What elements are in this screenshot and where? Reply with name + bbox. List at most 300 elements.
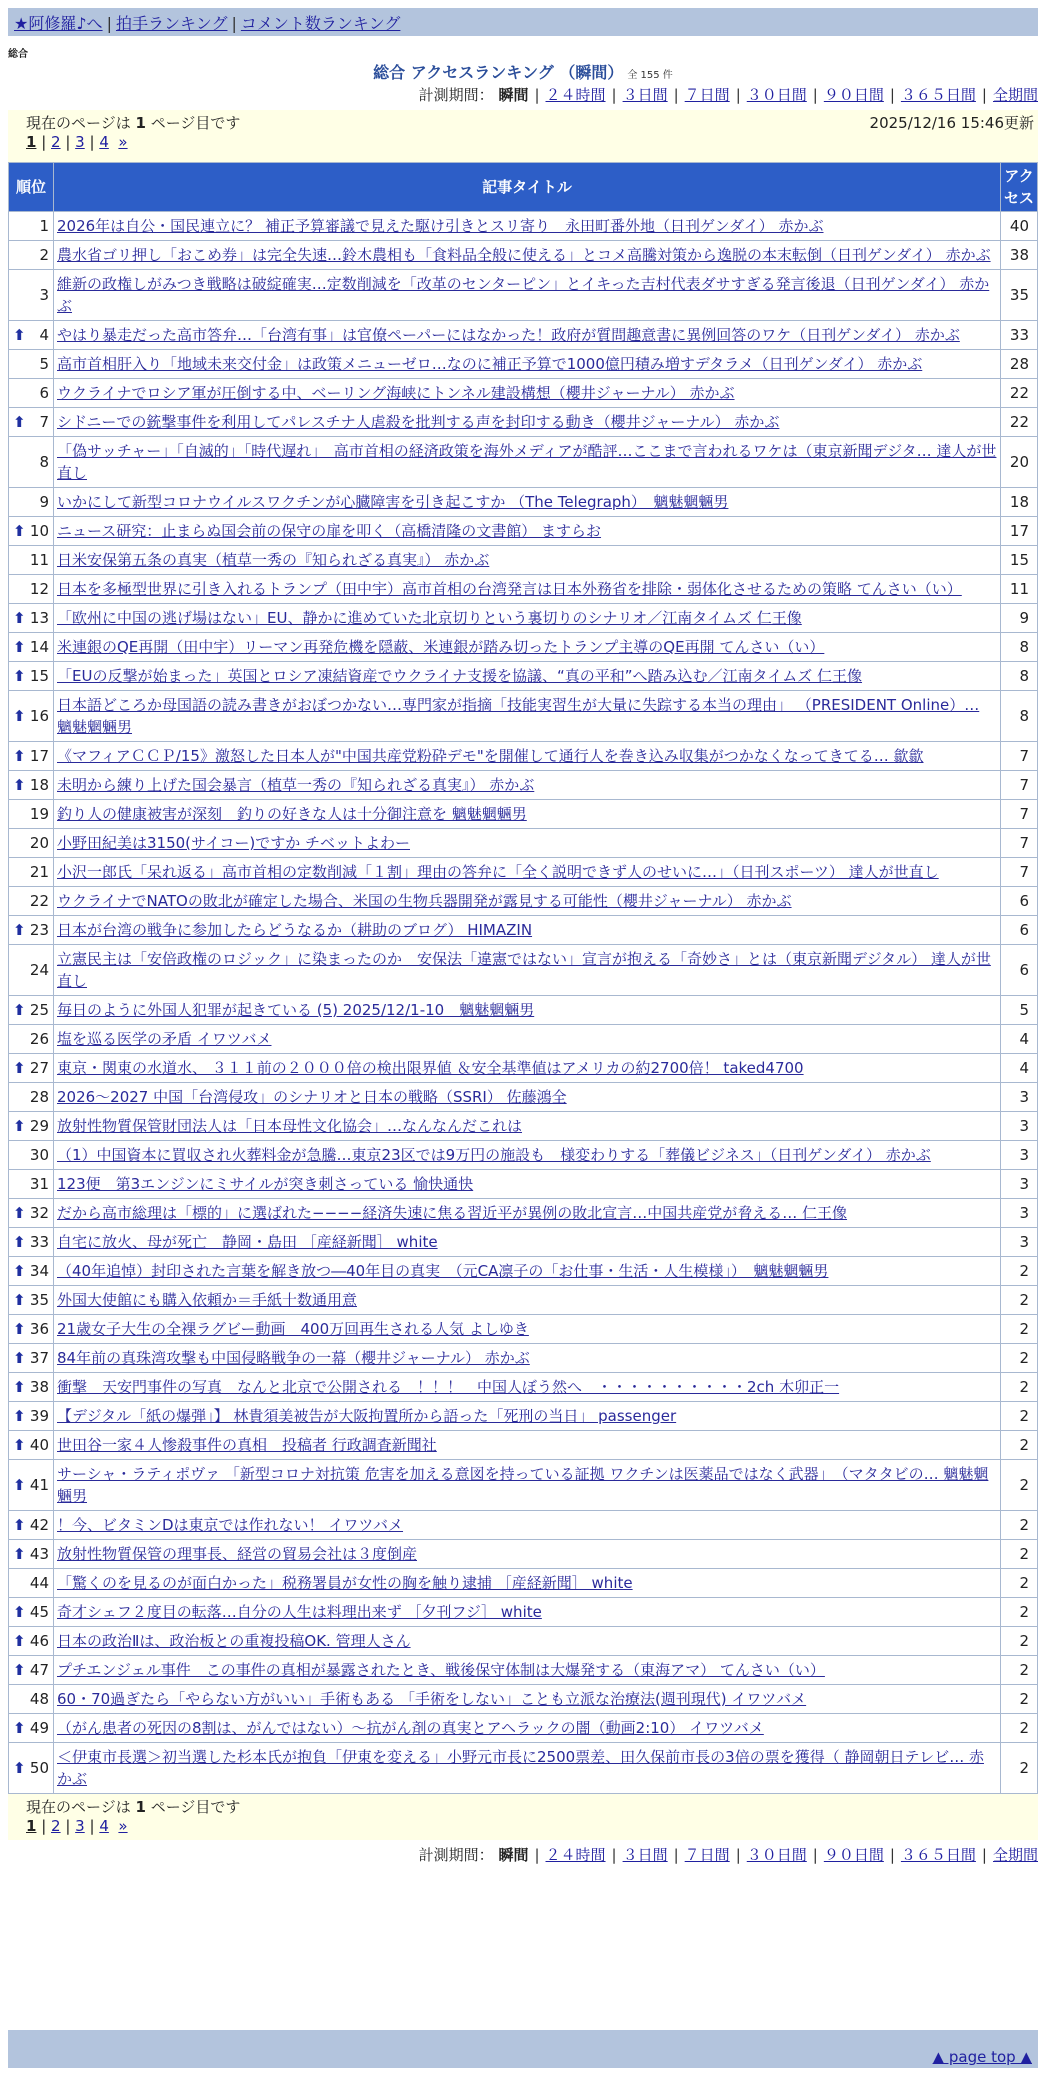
title-cell xyxy=(54,1286,1001,1315)
table-row xyxy=(9,575,1038,604)
access-count: 33 xyxy=(1001,321,1038,350)
pager-top: 1 | 2 | 3 | 4 » xyxy=(26,133,128,151)
article-title-link[interactable]: 「驚くのを見るのが面白かった」税務署員が女性の胸を触り逮捕 ［産経新聞］ white xyxy=(57,1574,633,1592)
article-title-link[interactable]: 小沢一郎氏「呆れ返る」高市首相の定数削減「１割」理由の答弁に「全く説明できず人のせいに…」（日刊スポーツ） 達人が世直し xyxy=(57,863,939,881)
rank-number: 49 xyxy=(29,1719,49,1737)
rank-up-arrow-icon: ⬆ xyxy=(13,1516,26,1534)
table-row xyxy=(9,1743,1038,1794)
access-count: 6 xyxy=(1001,887,1038,916)
rank-up-arrow-icon: ⬆ xyxy=(13,413,26,431)
title-cell xyxy=(54,1257,1001,1286)
period-link-365d[interactable]: ３６５日間 xyxy=(900,1846,976,1864)
access-count: 2 xyxy=(1001,1540,1038,1569)
rank-number: 17 xyxy=(29,747,49,765)
table-row xyxy=(9,1540,1038,1569)
article-title-link[interactable]: ＜伊東市長選＞初当選した杉本氏が抱負「伊東を変える」小野元市長に2500票差、田久保前市長の3倍の票を獲得（ 静岡朝日テレビ… 赤かぶ xyxy=(57,1748,984,1788)
access-count: 7 xyxy=(1001,858,1038,887)
pager-page-4[interactable]: 4 xyxy=(99,1817,109,1835)
table-row xyxy=(9,1054,1038,1083)
rank-up-arrow-icon: ⬆ xyxy=(13,1378,26,1396)
article-title-link[interactable]: （1）中国資本に買収され火葬料金が急騰…東京23区では9万円の施設も 様変わりする「葬儀ビジネス」（日刊ゲンダイ） 赤かぶ xyxy=(57,1146,931,1164)
article-title-link[interactable]: 2026年は自公・国民連立に？ 補正予算審議で見えた駆け引きとスリ寄り 永田町番外地（日刊ゲンダイ） 赤かぶ xyxy=(57,217,824,235)
article-title-link[interactable]: 外国大使館にも購入依頼か＝手紙十数通用意 xyxy=(57,1291,358,1309)
page-info-top xyxy=(8,110,1038,162)
table-row xyxy=(9,691,1038,742)
top-nav xyxy=(8,8,1038,36)
table-row xyxy=(9,742,1038,771)
period-link-3d[interactable]: ３日間 xyxy=(622,1846,668,1864)
rank-number: 34 xyxy=(29,1262,49,1280)
rank-up-arrow-icon: ⬆ xyxy=(13,1545,26,1563)
rank-up-arrow-icon: ⬆ xyxy=(13,1719,26,1737)
table-row xyxy=(9,996,1038,1025)
access-count: 3 xyxy=(1001,1083,1038,1112)
page-status: 現在のページは 1 ページ目です xyxy=(26,1798,241,1816)
rank-number: 38 xyxy=(29,1378,49,1396)
article-title-link[interactable]: いかにして新型コロナウイルスワクチンが心臓障害を引き起こすか （The Telegraph） 魑魅魍魎男 xyxy=(57,493,729,511)
article-title-link[interactable]: 東京・関東の水道水、 ３１１前の２０００倍の検出限界値 ＆安全基準値はアメリカの約2700倍！ taked4700 xyxy=(57,1059,804,1077)
title-cell xyxy=(54,1228,1001,1257)
table-row xyxy=(9,350,1038,379)
rank-number: 46 xyxy=(29,1632,49,1650)
article-title-link[interactable]: 21歳女子大生の全裸ラグビー動画 400万回再生される人気 よしゆき xyxy=(57,1320,529,1338)
title-cell xyxy=(54,1315,1001,1344)
period-link-365d[interactable]: ３６５日間 xyxy=(900,86,976,104)
title-cell xyxy=(54,350,1001,379)
page-title xyxy=(0,60,1046,83)
table-row xyxy=(9,1714,1038,1743)
page-top-link[interactable]: ▲ page top ▲ xyxy=(932,2048,1032,2066)
rank-number: 43 xyxy=(29,1545,49,1563)
rank-up-arrow-icon: ⬆ xyxy=(13,1603,26,1621)
table-row xyxy=(9,829,1038,858)
rank-cell xyxy=(9,996,54,1025)
rank-number: 27 xyxy=(29,1059,49,1077)
rank-number: 13 xyxy=(29,609,49,627)
article-title-link[interactable]: 日本が台湾の戦争に参加したらどうなるか（耕助のブログ） HIMAZIN xyxy=(57,921,533,939)
article-title-link[interactable]: 釣り人の健康被害が深刻 釣りの好きな人は十分御注意を 魑魅魍魎男 xyxy=(57,805,527,823)
access-count: 2 xyxy=(1001,1714,1038,1743)
period-link-3d[interactable]: ３日間 xyxy=(622,86,668,104)
rank-number: 6 xyxy=(39,384,49,402)
title-cell xyxy=(54,887,1001,916)
access-count: 3 xyxy=(1001,1228,1038,1257)
rank-up-arrow-icon: ⬆ xyxy=(13,921,26,939)
article-title-link[interactable]: （がん患者の死因の8割は、がんではない）〜抗がん剤の真実とアヘラックの闇（動画2:10） イワツバメ xyxy=(57,1719,764,1737)
rank-up-arrow-icon: ⬆ xyxy=(13,1059,26,1077)
access-count: 8 xyxy=(1001,662,1038,691)
total-count: 全 155 件 xyxy=(627,70,673,81)
rank-number: 39 xyxy=(29,1407,49,1425)
table-row xyxy=(9,1112,1038,1141)
article-title-link[interactable]: 2026～2027 中国「台湾侵攻」のシナリオと日本の戦略（SSRI） 佐藤鴻全 xyxy=(57,1088,567,1106)
access-count: 2 xyxy=(1001,1656,1038,1685)
rank-number: 25 xyxy=(29,1001,49,1019)
rank-cell xyxy=(9,1656,54,1685)
rank-number: 28 xyxy=(29,1088,49,1106)
article-title-link[interactable]: 世田谷一家４人惨殺事件の真相 投稿者 行政調査新聞社 xyxy=(57,1436,437,1454)
rank-cell xyxy=(9,1714,54,1743)
article-title-link[interactable]: 未明から練り上げた国会暴言（植草一秀の『知られざる真実』） 赤かぶ xyxy=(57,776,535,794)
table-row xyxy=(9,633,1038,662)
table-row xyxy=(9,1685,1038,1714)
rank-number: 26 xyxy=(29,1030,49,1048)
rank-cell xyxy=(9,1569,54,1598)
title-cell xyxy=(54,1714,1001,1743)
rank-up-arrow-icon: ⬆ xyxy=(13,1320,26,1338)
title-cell xyxy=(54,1598,1001,1627)
header-title: 記事タイトル xyxy=(54,163,1001,212)
table-row xyxy=(9,517,1038,546)
rank-cell xyxy=(9,887,54,916)
access-count: 4 xyxy=(1001,1054,1038,1083)
rank-cell xyxy=(9,1257,54,1286)
title-cell xyxy=(54,662,1001,691)
title-cell xyxy=(54,996,1001,1025)
rank-number: 3 xyxy=(39,286,49,304)
rank-number: 2 xyxy=(39,246,49,264)
table-row xyxy=(9,1431,1038,1460)
article-title-link[interactable]: 自宅に放火、母が死亡 静岡・島田 ［産経新聞］ white xyxy=(57,1233,438,1251)
table-row xyxy=(9,1170,1038,1199)
rank-number: 15 xyxy=(29,667,49,685)
access-count: 28 xyxy=(1001,350,1038,379)
article-title-link[interactable]: 維新の政権しがみつき戦略は破綻確実…定数削減を「改革のセンターピン」とイキった吉村代表ダサすぎる発言後退（日刊ゲンダイ） 赤かぶ xyxy=(57,275,990,315)
page-status: 現在のページは 1 ページ目です xyxy=(26,114,241,132)
rank-number: 18 xyxy=(29,776,49,794)
article-title-link[interactable]: 「欧州に中国の逃げ場はない」EU、静かに進めていた北京切りという裏切りのシナリオ／江南タイムズ 仁王像 xyxy=(57,609,802,627)
rank-number: 16 xyxy=(29,707,49,725)
title-cell xyxy=(54,945,1001,996)
rank-number: 8 xyxy=(39,453,49,471)
access-count: 17 xyxy=(1001,517,1038,546)
access-count: 22 xyxy=(1001,379,1038,408)
title-cell xyxy=(54,1431,1001,1460)
title-cell xyxy=(54,1054,1001,1083)
rank-cell xyxy=(9,691,54,742)
title-cell xyxy=(54,829,1001,858)
article-title-link[interactable]: 日米安保第五条の真実（植草一秀の『知られざる真実』） 赤かぶ xyxy=(57,551,490,569)
article-title-link[interactable]: ニュース研究：止まらぬ国会前の保守の扉を叩く（高橋清隆の文書館） ますらお xyxy=(57,522,602,540)
rank-cell xyxy=(9,1083,54,1112)
rank-number: 20 xyxy=(29,834,49,852)
rank-number: 5 xyxy=(39,355,49,373)
top-nav-applause-ranking-link[interactable]: 拍手ランキング xyxy=(115,14,228,33)
title-cell xyxy=(54,270,1001,321)
rank-up-arrow-icon: ⬆ xyxy=(13,1349,26,1367)
access-count: 3 xyxy=(1001,1170,1038,1199)
pager-page-2[interactable]: 2 xyxy=(51,1817,61,1835)
rank-cell xyxy=(9,575,54,604)
rank-cell xyxy=(9,945,54,996)
title-cell xyxy=(54,1083,1001,1112)
rank-cell xyxy=(9,662,54,691)
table-row xyxy=(9,1511,1038,1540)
rank-number: 21 xyxy=(29,863,49,881)
table-row xyxy=(9,270,1038,321)
rank-up-arrow-icon: ⬆ xyxy=(13,1204,26,1222)
title-cell xyxy=(54,1344,1001,1373)
title-cell xyxy=(54,1460,1001,1511)
access-count: 20 xyxy=(1001,437,1038,488)
access-count: 11 xyxy=(1001,575,1038,604)
article-title-link[interactable]: 高市首相肝入り「地域未来交付金」は政策メニューゼロ…なのに補正予算で1000億円積み増すデタラメ（日刊ゲンダイ） 赤かぶ xyxy=(57,355,923,373)
title-cell xyxy=(54,742,1001,771)
table-row xyxy=(9,1460,1038,1511)
article-title-link[interactable]: 塩を巡る医学の矛盾 イワツバメ xyxy=(57,1030,272,1048)
title-cell xyxy=(54,1511,1001,1540)
rank-cell xyxy=(9,1315,54,1344)
rank-cell xyxy=(9,1025,54,1054)
pager-page-2[interactable]: 2 xyxy=(51,133,61,151)
article-title-link[interactable]: サーシャ・ラティポヴァ 「新型コロナ対抗策 危害を加える意図を持っている証拠 ワクチンは医薬品ではなく武器」 （マタタビの… 魑魅魍魎男 xyxy=(57,1465,989,1505)
rank-cell xyxy=(9,829,54,858)
table-row xyxy=(9,546,1038,575)
period-link-all[interactable]: 全期間 xyxy=(992,86,1038,104)
table-row xyxy=(9,800,1038,829)
article-title-link[interactable]: ！今、ビタミンDは東京では作れない！ イワツバメ xyxy=(57,1516,404,1534)
rank-cell xyxy=(9,212,54,241)
rank-number: 30 xyxy=(29,1146,49,1164)
period-link-7d[interactable]: ７日間 xyxy=(684,86,730,104)
period-current: 瞬間 xyxy=(498,86,529,104)
pager-bottom: 1 | 2 | 3 | 4 » xyxy=(26,1817,128,1835)
pager-page-4[interactable]: 4 xyxy=(99,133,109,151)
article-title-link[interactable]: 放射性物質保管財団法人は「日本母性文化協会」…なんなんだこれは xyxy=(57,1117,523,1135)
table-row xyxy=(9,771,1038,800)
article-title-link[interactable]: 「偽サッチャー」「自滅的」「時代遅れ」 高市首相の経済政策を海外メディアが酷評…ここまで言われるワケは（東京新聞デジタ… 達人が世直し xyxy=(57,442,997,482)
table-row xyxy=(9,1025,1038,1054)
pager-page-3[interactable]: 3 xyxy=(75,1817,85,1835)
title-cell xyxy=(54,1685,1001,1714)
table-row xyxy=(9,321,1038,350)
access-count: 2 xyxy=(1001,1627,1038,1656)
rank-number: 50 xyxy=(29,1759,49,1777)
article-title-link[interactable]: 毎日のように外国人犯罪が起きている (5) 2025/12/1-10 魑魅魍魎男 xyxy=(57,1001,535,1019)
rank-cell xyxy=(9,800,54,829)
rank-number: 31 xyxy=(29,1175,49,1193)
rank-cell xyxy=(9,771,54,800)
title-cell xyxy=(54,575,1001,604)
rank-up-arrow-icon: ⬆ xyxy=(13,747,26,765)
rank-up-arrow-icon: ⬆ xyxy=(13,1476,26,1494)
ranking-body xyxy=(9,212,1038,1794)
title-cell xyxy=(54,488,1001,517)
period-link-30d[interactable]: ３０日間 xyxy=(746,86,807,104)
table-row xyxy=(9,1083,1038,1112)
title-cell xyxy=(54,858,1001,887)
table-row xyxy=(9,1228,1038,1257)
article-title-link[interactable]: 立憲民主は「安倍政権のロジック」に染まったのか 安保法「違憲ではない」宣言が抱える「奇妙さ」とは（東京新聞デジタル） 達人が世直し xyxy=(57,950,991,990)
article-title-link[interactable]: やはり暴走だった高市答弁…「台湾有事」は官僚ペーパーにはなかった！政府が質問趣意書に異例回答のワケ（日刊ゲンダイ） 赤かぶ xyxy=(57,326,960,344)
article-title-link[interactable]: プチエンジェル事件 この事件の真相が暴露されたとき、戦後保守体制は大爆発する（東海アマ） てんさい（い） xyxy=(57,1661,825,1679)
article-title-link[interactable]: 123便 第3エンジンにミサイルが突き刺さっている 愉快通快 xyxy=(57,1175,474,1193)
rank-number: 45 xyxy=(29,1603,49,1621)
article-title-link[interactable]: 小野田紀美は3150(サイコー)ですか チベットよわー xyxy=(57,834,410,852)
access-count: 35 xyxy=(1001,270,1038,321)
rank-cell xyxy=(9,321,54,350)
access-count: 5 xyxy=(1001,996,1038,1025)
period-link-30d[interactable]: ３０日間 xyxy=(746,1846,807,1864)
rank-number: 24 xyxy=(29,961,49,979)
rank-cell xyxy=(9,241,54,270)
rank-up-arrow-icon: ⬆ xyxy=(13,326,26,344)
article-title-link[interactable]: 「EUの反撃が始まった」英国とロシア凍結資産でウクライナ支援を協議、“真の平和”へ踏み込む／江南タイムズ 仁王像 xyxy=(57,667,863,685)
top-nav-comment-ranking-link[interactable]: コメント数ランキング xyxy=(240,14,401,33)
separator: | xyxy=(231,14,237,33)
table-row xyxy=(9,241,1038,270)
article-title-link[interactable]: 農水省ゴリ押し「おこめ券」は完全失速…鈴木農相も「食料品全般に使える」とコメ高騰対策から逸脱の本末転倒（日刊ゲンダイ） 赤かぶ xyxy=(57,246,991,264)
title-cell xyxy=(54,1743,1001,1794)
article-title-link[interactable]: （40年追悼）封印された言葉を解き放つ―40年目の真実 （元CA凛子の「お仕事・生活・人生模様」） 魑魅魍魎男 xyxy=(57,1262,829,1280)
title-cell xyxy=(54,771,1001,800)
article-title-link[interactable]: ウクライナでロシア軍が圧倒する中、ベーリング海峡にトンネル建設構想（櫻井ジャーナル） 赤かぶ xyxy=(57,384,735,402)
access-count: 7 xyxy=(1001,742,1038,771)
title-cell xyxy=(54,1373,1001,1402)
rank-cell xyxy=(9,1511,54,1540)
rank-number: 1 xyxy=(39,217,49,235)
period-link-7d[interactable]: ７日間 xyxy=(684,1846,730,1864)
rank-cell xyxy=(9,1431,54,1460)
title-cell xyxy=(54,241,1001,270)
rank-cell xyxy=(9,1228,54,1257)
rank-cell xyxy=(9,858,54,887)
rank-cell xyxy=(9,916,54,945)
table-row xyxy=(9,437,1038,488)
rank-number: 42 xyxy=(29,1516,49,1534)
section-label: 総合 xyxy=(8,49,28,60)
period-link-90d[interactable]: ９０日間 xyxy=(823,1846,884,1864)
rank-cell xyxy=(9,1627,54,1656)
period-link-90d[interactable]: ９０日間 xyxy=(823,86,884,104)
access-count: 2 xyxy=(1001,1743,1038,1794)
rank-cell xyxy=(9,1540,54,1569)
rank-cell xyxy=(9,517,54,546)
table-row xyxy=(9,1199,1038,1228)
top-nav-home-link[interactable]: ★阿修羅♪へ xyxy=(14,14,103,33)
article-title-link[interactable]: 日本を多極型世界に引き入れるトランプ（田中宇）高市首相の台湾発言は日本外務省を排除・弱体化させるための策略 てんさい（い） xyxy=(57,580,962,598)
page-info-bottom xyxy=(8,1794,1038,1840)
rank-up-arrow-icon: ⬆ xyxy=(13,1436,26,1454)
access-count: 2 xyxy=(1001,1373,1038,1402)
rank-up-arrow-icon: ⬆ xyxy=(13,609,26,627)
pager-current: 1 xyxy=(26,1817,37,1835)
article-title-link[interactable]: 《マフィアＣＣＰ/15》激怒した日本人が"中国共産党粉砕デモ"を開催して通行人を巻き込み収集がつかなくなってきてる… 歙歙 xyxy=(57,747,924,765)
article-title-link[interactable]: シドニーでの銃撃事件を利用してパレスチナ人虐殺を批判する声を封印する動き（櫻井ジャーナル） 赤かぶ xyxy=(57,413,780,431)
article-title-link[interactable]: 日本語どころか母国語の読み書きがおぼつかない…専門家が指摘「技能実習生が大量に失踪する本当の理由」 （PRESIDENT Online）… 魑魅魍魎男 xyxy=(57,696,980,736)
period-link-24h[interactable]: ２４時間 xyxy=(545,86,606,104)
title-cell xyxy=(54,1141,1001,1170)
access-count: 6 xyxy=(1001,945,1038,996)
access-count: 6 xyxy=(1001,916,1038,945)
pager-next[interactable]: » xyxy=(118,1817,128,1835)
title-cell xyxy=(54,691,1001,742)
period-selector-top: 計測期間： 瞬間 | ２４時間 | ３日間 | ７日間 | ３０日間 | ９０日間 | ３６５日間 | 全期間 xyxy=(418,86,1038,104)
title-cell xyxy=(54,379,1001,408)
access-count: 2 xyxy=(1001,1569,1038,1598)
access-count: 2 xyxy=(1001,1685,1038,1714)
period-link-24h[interactable]: ２４時間 xyxy=(545,1846,606,1864)
rank-cell xyxy=(9,1112,54,1141)
table-row xyxy=(9,945,1038,996)
rank-up-arrow-icon: ⬆ xyxy=(13,522,26,540)
period-current: 瞬間 xyxy=(498,1846,529,1864)
rank-number: 19 xyxy=(29,805,49,823)
article-title-link[interactable]: 放射性物質保管の理事長、経営の貿易会社は３度倒産 xyxy=(57,1545,418,1563)
access-count: 15 xyxy=(1001,546,1038,575)
rank-cell xyxy=(9,488,54,517)
rank-cell xyxy=(9,1286,54,1315)
rank-number: 35 xyxy=(29,1291,49,1309)
article-title-link[interactable]: 米連銀のQE再開（田中宇）リーマン再発危機を隠蔽、米連銀が踏み切ったトランプ主導のQE再開 てんさい（い） xyxy=(57,638,825,656)
article-title-link[interactable]: ウクライナでNATOの敗北が確定した場合、米国の生物兵器開発が露見する可能性（櫻井ジャーナル） 赤かぶ xyxy=(57,892,792,910)
access-count: 7 xyxy=(1001,800,1038,829)
article-title-link[interactable]: 奇才シェフ２度目の転落…自分の人生は料理出来ず ［夕刊フジ］ white xyxy=(57,1603,542,1621)
table-row xyxy=(9,604,1038,633)
period-link-all[interactable]: 全期間 xyxy=(992,1846,1038,1864)
rank-number: 37 xyxy=(29,1349,49,1367)
pager-page-3[interactable]: 3 xyxy=(75,133,85,151)
access-count: 38 xyxy=(1001,241,1038,270)
table-row xyxy=(9,1373,1038,1402)
article-title-link[interactable]: 日本の政治Ⅱは、政治板との重複投稿OK. 管理人さん xyxy=(57,1632,411,1650)
rank-up-arrow-icon: ⬆ xyxy=(13,1117,26,1135)
rank-cell xyxy=(9,350,54,379)
article-title-link[interactable]: 60・70過ぎたら「やらない方がいい」手術もある 「手術をしない」ことも立派な治療法(週刊現代) イワツバメ xyxy=(57,1690,807,1708)
bottom-bar xyxy=(8,2030,1038,2068)
access-count: 7 xyxy=(1001,771,1038,800)
title-cell xyxy=(54,546,1001,575)
access-count: 18 xyxy=(1001,488,1038,517)
access-count: 2 xyxy=(1001,1402,1038,1431)
rank-number: 32 xyxy=(29,1204,49,1222)
rank-cell xyxy=(9,1199,54,1228)
title-cell xyxy=(54,633,1001,662)
title-cell xyxy=(54,437,1001,488)
rank-number: 33 xyxy=(29,1233,49,1251)
access-count: 9 xyxy=(1001,604,1038,633)
title-cell xyxy=(54,916,1001,945)
title-cell xyxy=(54,408,1001,437)
access-count: 3 xyxy=(1001,1199,1038,1228)
table-row xyxy=(9,662,1038,691)
title-cell xyxy=(54,1170,1001,1199)
table-row xyxy=(9,1286,1038,1315)
rank-cell xyxy=(9,1685,54,1714)
period-selector-bottom: 計測期間： 瞬間 | ２４時間 | ３日間 | ７日間 | ３０日間 | ９０日間 | ３６５日間 | 全期間 xyxy=(418,1846,1038,1864)
title-cell xyxy=(54,517,1001,546)
rank-cell xyxy=(9,1402,54,1431)
access-count: 2 xyxy=(1001,1460,1038,1511)
pager-next[interactable]: » xyxy=(118,133,128,151)
rank-up-arrow-icon: ⬆ xyxy=(13,638,26,656)
article-title-link[interactable]: だから高市総理は「標的」に選ばれた−−−−経済失速に焦る習近平が異例の敗北宣言…中国共産党が脅える… 仁王像 xyxy=(57,1204,848,1222)
rank-cell xyxy=(9,546,54,575)
article-title-link[interactable]: 衝撃 天安門事件の写真 なんと北京で公開される ！！！ 中国人ぼう然へ ・・・・・・・・・・2ch 木卯正一 xyxy=(57,1378,840,1396)
rank-cell xyxy=(9,1743,54,1794)
rank-up-arrow-icon: ⬆ xyxy=(13,1233,26,1251)
ranking-table xyxy=(8,162,1038,1794)
rank-up-arrow-icon: ⬆ xyxy=(13,1759,26,1777)
table-row xyxy=(9,379,1038,408)
title-cell xyxy=(54,604,1001,633)
rank-number: 48 xyxy=(29,1690,49,1708)
rank-number: 44 xyxy=(29,1574,49,1592)
article-title-link[interactable]: 【デジタル「紙の爆弾」】 林貴須美被告が大阪拘置所から語った「死刑の当日」 passenger xyxy=(57,1407,677,1425)
title-cell xyxy=(54,321,1001,350)
article-title-link[interactable]: 84年前の真珠湾攻撃も中国侵略戦争の一幕（櫻井ジャーナル） 赤かぶ xyxy=(57,1349,530,1367)
title-cell xyxy=(54,1112,1001,1141)
